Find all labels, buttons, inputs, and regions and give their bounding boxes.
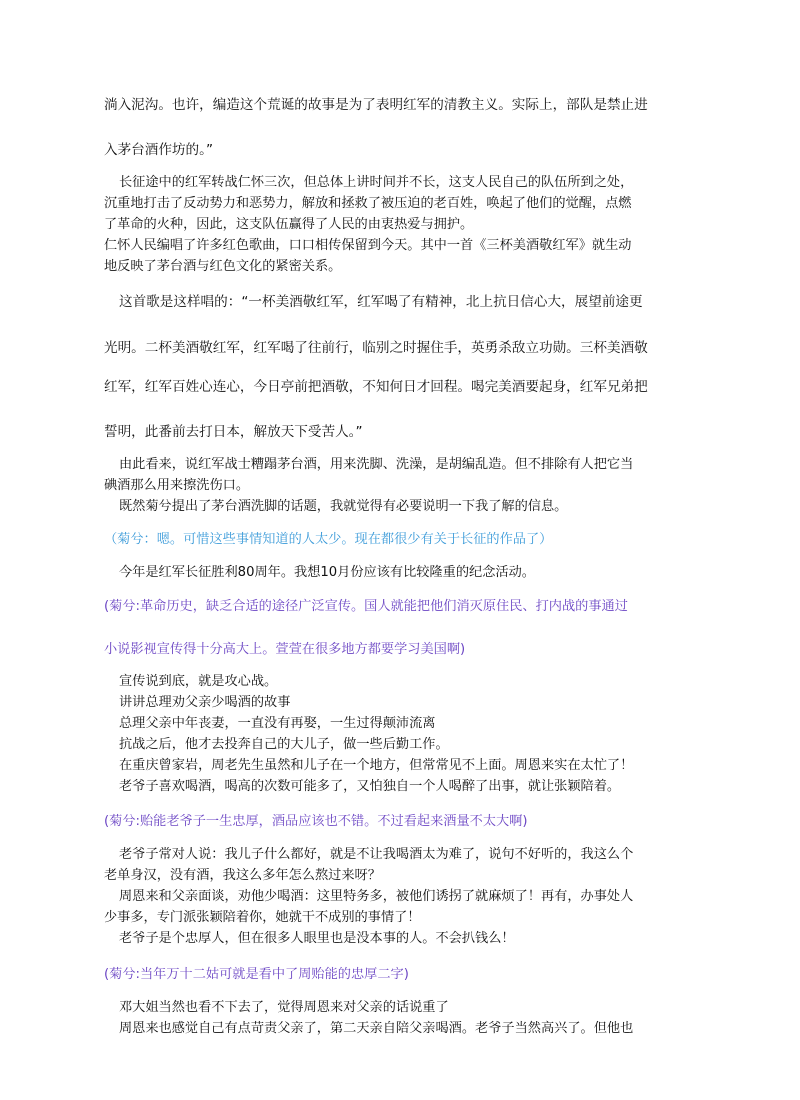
text-line: 周恩来和父亲面谈，劝他少喝酒：这里特务多，被他们诱拐了就麻烦了！再有，办事处人 xyxy=(119,889,634,904)
text-line: 周恩来也感觉自己有点苛责父亲了，第二天亲自陪父亲喝酒。老爷子当然高兴了。但他也 xyxy=(119,1021,634,1036)
comment-line: (菊兮:革命历史，缺乏合适的途径广泛宣传。国人就能把他们消灭原住民、打内战的事通过 xyxy=(104,599,628,614)
text-line: 沉重地打击了反动势力和恶势力，解放和拯救了被压迫的老百姓，唤起了他们的觉醒，点燃 xyxy=(104,196,632,211)
text-line: 讲讲总理劝父亲少喝酒的故事 xyxy=(119,695,291,710)
text-line: 老爷子喜欢喝酒，喝高的次数可能多了，又怕独自一个人喝醉了出事，就让张颖陪着。 xyxy=(119,779,621,794)
text-line: 总理父亲中年丧妻，一直没有再娶，一生过得颠沛流离 xyxy=(119,716,436,731)
text-line: 长征途中的红军转战仁怀三次，但总体上讲时间并不长，这支人民自己的队伍所到之处， xyxy=(119,175,634,190)
text-line: 这首歌是这样唱的：“一杯美酒敬红军，红军喝了有精神，北上抗日信心大，展望前途更 xyxy=(119,294,643,310)
text-line: 仁怀人民编唱了许多红色歌曲，口口相传保留到今天。其中一首《三杯美酒敬红军》就生动 xyxy=(104,238,632,253)
comment-line: （菊兮：嗯。可惜这些事情知道的人太少。现在都很少有关于长征的作品了） xyxy=(104,532,553,547)
text-line: 宣传说到底，就是攻心战。 xyxy=(119,674,278,689)
text-line: 今年是红军长征胜利80周年。我想10月份应该有比较隆重的纪念活动。 xyxy=(119,565,535,580)
text-line: 老爷子常对人说：我儿子什么都好，就是不让我喝酒太为难了，说句不好听的，我这么个 xyxy=(119,847,634,862)
comment-line: 小说影视宣传得十分高大上。萱萱在很多地方都要学习美国啊) xyxy=(104,642,466,657)
text-line: 淌入泥沟。也许，编造这个荒诞的故事是为了表明红军的清教主义。实际上，部队是禁止进 xyxy=(104,97,648,113)
text-line: 在重庆曾家岩，周老先生虽然和儿子在一个地方，但常常见不上面。周恩来实在太忙了！ xyxy=(119,758,634,773)
text-line: 了革命的火种，因此，这支队伍赢得了人民的由衷热爱与拥护。 xyxy=(104,217,474,232)
text-line: 老爷子是个忠厚人，但在很多人眼里也是没本事的人。不会扒钱么！ xyxy=(119,931,515,946)
text-line: 邓大姐当然也看不下去了，觉得周恩来对父亲的话说重了 xyxy=(119,1000,449,1015)
comment-line: (菊兮:贻能老爷子一生忠厚，酒品应该也不错。不过看起来酒量不太大啊) xyxy=(104,814,528,829)
text-line: 红军，红军百姓心连心，今日亭前把酒敬，不知何日才回程。喝完美酒要起身，红军兄弟把 xyxy=(104,379,648,395)
text-line: 老单身汉，没有酒，我这么多年怎么熬过来呀？ xyxy=(104,868,381,883)
text-line: 由此看来，说红军战士糟蹋茅台酒，用来洗脚、洗澡，是胡编乱造。但不排除有人把它当 xyxy=(119,457,634,472)
text-line: 碘酒那么用来擦洗伤口。 xyxy=(104,478,250,493)
text-line: 光明。二杯美酒敬红军，红军喝了往前行，临别之时握住手，英勇杀敌立功勋。三杯美酒敬 xyxy=(104,340,648,356)
text-line: 入茅台酒作坊的。” xyxy=(104,142,213,158)
comment-line: (菊兮:当年万十二姑可就是看中了周贻能的忠厚二字) xyxy=(104,967,409,982)
text-line: 少事多，专门派张颖陪着你，她就干不成别的事情了！ xyxy=(104,910,421,925)
text-line: 抗战之后，他才去投奔自己的大儿子，做一些后勤工作。 xyxy=(119,737,449,752)
text-line: 誓明，此番前去打日本，解放天下受苦人。” xyxy=(104,424,363,440)
text-line: 既然菊兮提出了茅台酒洗脚的话题，我就觉得有必要说明一下我了解的信息。 xyxy=(119,499,568,514)
text-line: 地反映了茅台酒与红色文化的紧密关系。 xyxy=(104,259,342,274)
